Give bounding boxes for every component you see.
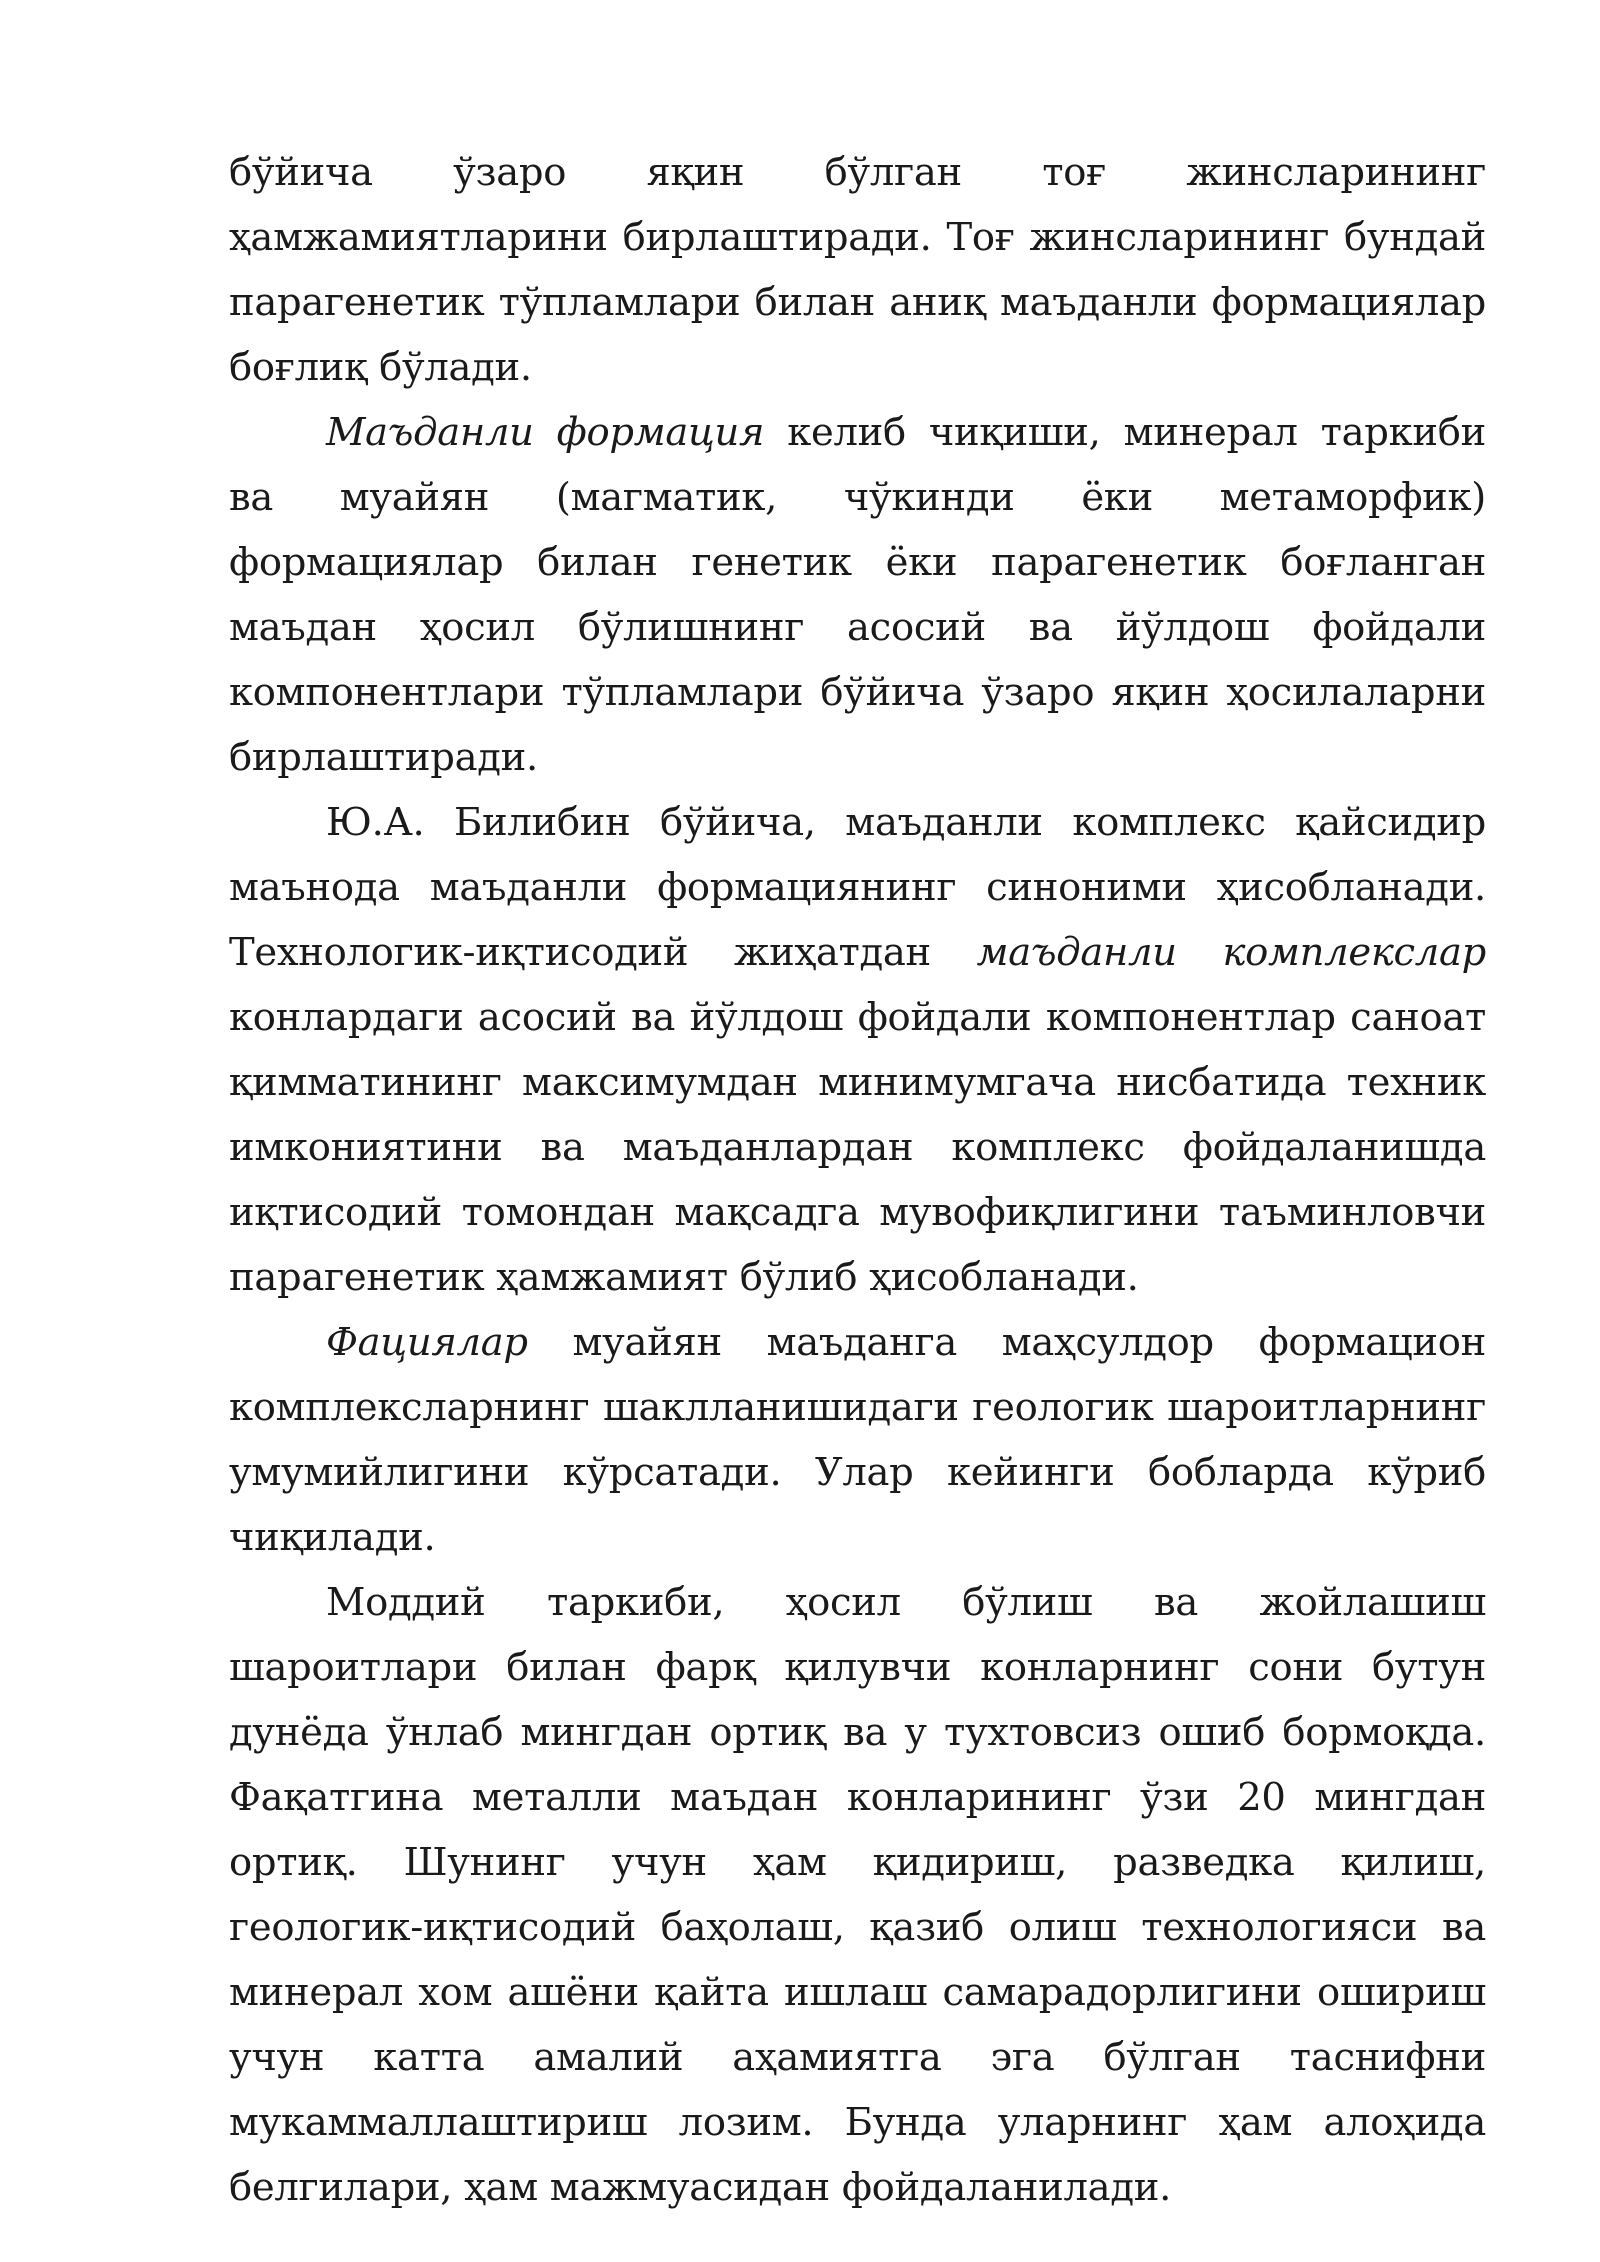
paragraph-2 bbox=[229, 400, 1486, 790]
paragraph-3 bbox=[229, 790, 1486, 1310]
text-segment: бўйича ўзаро яқин бўлган тоғ жинсларининг ҳамжамиятларини бирлаштиради. Тоғ жинсларининг бундай парагенетик тўпламлари билан аниқ маъданли формациялар боғлиқ бўлади. bbox=[229, 150, 1486, 390]
text-segment: конлардаги асосий ва йўлдош фойдали компонентлар саноат қимматининг максимумдан минимумгача нисбатида техник имкониятини ва маъданлардан комплекс фойдаланишда иқтисодий томондан мақсадга мувофиқлигини таъминловчи парагенетик ҳамжамият бўлиб ҳисобланади. bbox=[229, 995, 1486, 1300]
italic-term: маъданли комплекслар bbox=[976, 930, 1486, 975]
paragraph-5 bbox=[229, 1570, 1486, 2220]
italic-term: Маъданли формация bbox=[326, 410, 765, 455]
italic-term: Фациялар bbox=[326, 1320, 528, 1365]
text-segment: Моддий таркиби, ҳосил бўлиш ва жойлашиш шароитлари билан фарқ қилувчи конларнинг сони бутун дунёда ўнлаб мингдан ортиқ ва у тухтовсиз ошиб бормоқда. Фақатгина металли маъдан конларининг ўзи 20 мингдан ортиқ. Шунинг учун ҳам қидириш, разведка қилиш, геологик-иқтисодий баҳолаш, қазиб олиш технологияси ва минерал хом ашёни қайта ишлаш самарадорлигини ошириш учун катта амалий аҳамиятга эга бўлган таснифни мукаммаллаштириш лозим. Бунда уларнинг ҳам алоҳида белгилари, ҳам мажмуасидан фойдаланилади. bbox=[229, 1580, 1486, 2210]
paragraph-1 bbox=[229, 140, 1486, 400]
text-segment: муайян маъданга маҳсулдор формацион комплексларнинг шаклланишидаги геологик шароитларнинг умумийлигини кўрсатади. Улар кейинги бобларда кўриб чиқилади. bbox=[229, 1320, 1486, 1560]
document-page bbox=[229, 140, 1486, 2220]
text-segment: Ю.А. Билибин бўйича, маъданли комплекс қайсидир маънода маъданли формациянинг синоними ҳисобланади. Технологик-иқтисодий жиҳатдан bbox=[229, 800, 1486, 975]
text-segment: келиб чиқиши, минерал таркиби ва муайян (магматик, чўкинди ёки метаморфик) формациялар билан генетик ёки парагенетик боғланган маъдан ҳосил бўлишнинг асосий ва йўлдош фойдали компонентлари тўпламлари бўйича ўзаро яқин ҳосилаларни бирлаштиради. bbox=[229, 410, 1486, 780]
paragraph-4 bbox=[229, 1310, 1486, 1570]
